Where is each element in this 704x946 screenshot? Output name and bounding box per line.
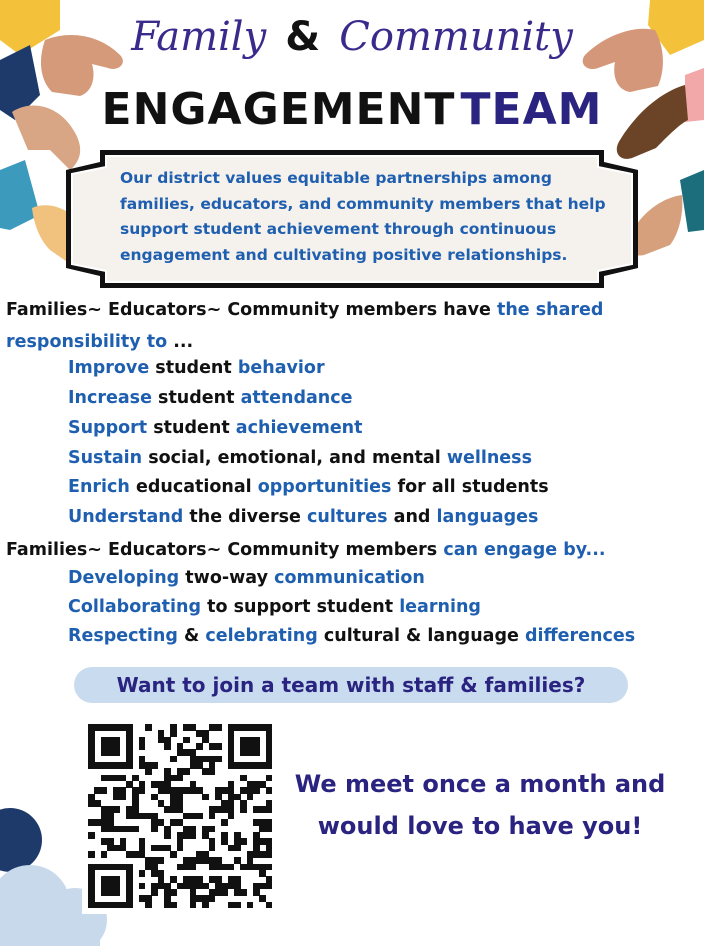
qr-module — [88, 851, 95, 858]
qr-module — [196, 743, 203, 750]
qr-module — [164, 832, 171, 839]
list-item: Respecting & celebrating cultural & language differences — [68, 626, 636, 646]
qr-module — [139, 883, 146, 890]
qr-module — [139, 743, 146, 750]
qr-module — [209, 845, 216, 852]
qr-module — [145, 724, 152, 731]
cta-banner — [74, 667, 628, 703]
qr-module — [190, 864, 197, 871]
list-item: Support student achievement — [68, 418, 363, 438]
qr-module — [247, 902, 254, 909]
qr-module — [113, 806, 120, 813]
list-item: Increase student attendance — [68, 388, 353, 408]
qr-module — [177, 845, 184, 852]
qr-module — [113, 889, 120, 896]
qr-module — [209, 768, 216, 775]
qr-module — [266, 864, 273, 871]
list-item: Understand the diverse cultures and languages — [68, 507, 539, 527]
qr-module — [266, 883, 273, 890]
qr-module — [145, 902, 152, 909]
qr-module — [132, 826, 139, 833]
qr-module — [240, 806, 247, 813]
list-item: Collaborating to support student learning — [68, 597, 481, 617]
qr-module — [88, 832, 95, 839]
title-team: TEAM — [460, 84, 603, 135]
qr-module — [170, 730, 177, 737]
meet-line1: We meet once a month and — [294, 770, 666, 798]
qr-module — [202, 902, 209, 909]
title-line1 — [0, 14, 704, 60]
qr-module — [190, 832, 197, 839]
list-item: Enrich educational opportunities for all students — [68, 477, 549, 497]
qr-module — [266, 826, 273, 833]
section1-lead: Families~ Educators~ Community members have the shared — [6, 300, 604, 320]
title-community: Community — [339, 14, 573, 60]
qr-module — [240, 889, 247, 896]
meet-line2: would love to have you! — [317, 812, 643, 840]
qr-module — [101, 787, 108, 794]
qr-module — [209, 895, 216, 902]
qr-module — [202, 794, 209, 801]
qr-module — [240, 838, 247, 845]
qr-module — [183, 737, 190, 744]
qr-module — [221, 819, 228, 826]
qr-module — [266, 787, 273, 794]
qr-module — [139, 870, 146, 877]
qr-module — [101, 851, 108, 858]
cta-text: Want to join a team with staff & families? — [116, 673, 586, 697]
qr-module — [266, 902, 273, 909]
qr-module — [209, 826, 216, 833]
qr-module — [215, 743, 222, 750]
qr-module — [170, 756, 177, 763]
list-item: Developing two-way communication — [68, 568, 425, 588]
qr-module — [151, 889, 158, 896]
qr-module — [139, 787, 146, 794]
qr-module — [266, 762, 273, 769]
qr-module — [170, 902, 177, 909]
qr-module — [247, 794, 254, 801]
qr-module — [209, 813, 216, 820]
qr-module — [266, 775, 273, 782]
qr-module — [266, 851, 273, 858]
list-item: Sustain social, emotional, and mental wellness — [68, 448, 533, 468]
section2-lead: Families~ Educators~ Community members can engage by... — [6, 540, 606, 560]
title-engagement: ENGAGEMENT — [101, 84, 456, 135]
qr-module — [190, 902, 197, 909]
qr-module — [126, 762, 133, 769]
qr-module — [126, 902, 133, 909]
title-line2 — [0, 84, 704, 135]
qr-module — [183, 768, 190, 775]
qr-module — [228, 864, 235, 871]
qr-module — [120, 794, 127, 801]
title-ampersand: & — [285, 14, 321, 60]
qr-module — [253, 787, 260, 794]
qr-module — [170, 851, 177, 858]
qr-module — [151, 762, 158, 769]
qr-module — [113, 749, 120, 756]
qr-code[interactable] — [82, 718, 278, 914]
intro-text: Our district values equitable partnerships among families, educators, and community members that help support student achievement through continuous engagement and cultivating positive relationships. — [120, 169, 606, 264]
title-family: Family — [131, 14, 267, 60]
qr-module — [196, 813, 203, 820]
list-item: Improve student behavior — [68, 358, 325, 378]
qr-module — [266, 806, 273, 813]
qr-module — [177, 775, 184, 782]
qr-module — [221, 889, 228, 896]
qr-module — [164, 743, 171, 750]
qr-module — [170, 889, 177, 896]
qr-module — [145, 768, 152, 775]
qr-module — [215, 756, 222, 763]
qr-module — [158, 857, 165, 864]
qr-module — [234, 902, 241, 909]
qr-module — [215, 724, 222, 731]
section1-lead-line2: responsibility to ... — [6, 332, 194, 352]
qr-module — [253, 749, 260, 756]
qr-module — [228, 813, 235, 820]
qr-module — [234, 845, 241, 852]
qr-module — [151, 826, 158, 833]
